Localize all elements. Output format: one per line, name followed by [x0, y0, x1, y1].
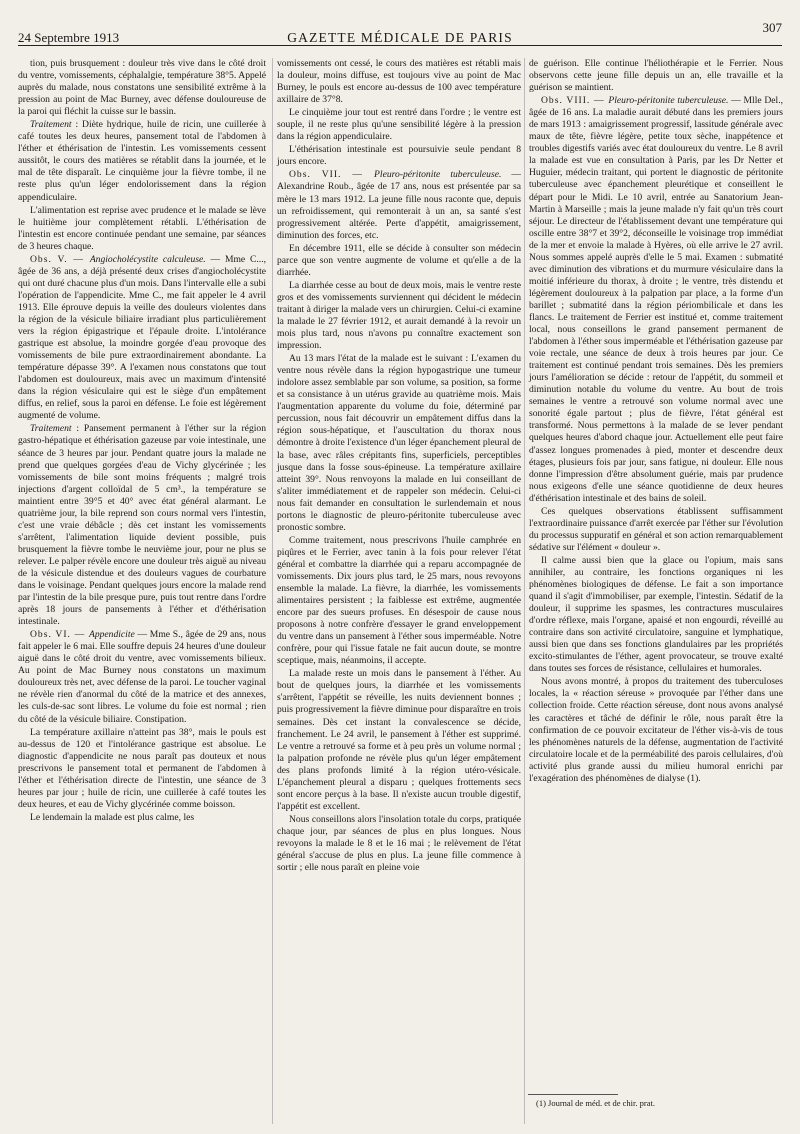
paragraph-text: : Pansement permanent à l'éther sur la région gastro-hépatique et éthérisation gazeuse par voie intestinale, une séance de 3 heures par jour. Pendant quatre jours la malade ne prend que quelques gorgées d'eau de Vichy glycérinée ; les vomissements de bile sont moins fréquents ; malgré trois injections d'argent colloïdal de 5 cm³., la température se maintient entre 39°5 et 40° avec état général alarmant. Le quatrième jour, la bile reprend son cours normal vers l'intestin, c'est une vraie débâcle ; dès cet instant les vomissements s'arrêtent, l'alimentation liquide devient possible, puis brusquement la fièvre tombe le neuvième jour, pour ne plus se relever. Le palper révèle encore une douleur très aiguë au niveau de la vésicule distendue et des douleurs vagues de courbature dans le voisinage. Pendant quelques jours encore la malade rend par l'intestin de la bile presque pure, puis tout rentre dans l'ordre après 18 jours de pansements à l'éther et d'éthérisation intestinale. — [18, 423, 266, 628]
observation-label: Obs. VII. — — [289, 169, 375, 181]
text-column-2 — [272, 58, 521, 1124]
paragraph: L'alimentation est reprise avec prudence et le malade se lève le huitième jour complètement rétabli. L'éthérisation de l'intestin est encore continuée pendant une semaine, par séances de 3 heures chaque. — [18, 204, 266, 252]
section-lead: Traitement — [30, 423, 72, 435]
journal-title: GAZETTE MÉDICALE DE PARIS — [287, 30, 513, 45]
observation-title: Appendicite — [88, 629, 135, 641]
paragraph: La température axillaire n'atteint pas 38°, mais le pouls est au-dessus de 120 et l'intolérance gastrique est absolue. Le diagnostic d'appendicite ne nous paraît pas douteux et nous prescrivons le pansement total et permanent de l'abdomen à l'éther et l'éthérisation directe de l'intestin, une séance de 3 heures par jour ; huile de ricin, une cuillerée à café toutes les deux heures, et eau de Vichy glycérinée comme boisson. — [18, 726, 266, 810]
paragraph-text: — Mme S., âgée de 29 ans, nous fait appeler le 6 mai. Elle souffre depuis 24 heures d'une douleur aiguë dans le côté droit du ventre, avec vomissements bilieux. Au point de Mac Burney nous constatons un maximum douloureux très net, avec défense de la paroi. Le toucher vaginal ne révèle rien d'anormal du côté de la matrice et des annexes, les culs-de-sac sont libres. Le volume du foie est normal ; rien du côté de la vésicule biliaire. Constipation. — [18, 629, 266, 725]
paragraph: vomissements ont cessé, le cours des matières est rétabli mais la douleur, moins diffuse, est toujours vive au point de Mac Burney, le pouls est encore au-dessus de 100 avec température axillaire de 37°8. — [277, 58, 521, 106]
paragraph-text: — Alexandrine Roub., âgée de 17 ans, nous est présentée par sa mère le 13 mars 1912. La jeune fille nous raconte que, depuis un refroidissement, qui remonterait à un an, sa santé s'est progressivement altérée. Perte d'appétit, amaigrissement, diminution des forces, etc. — [277, 169, 521, 241]
observation-title: Pleuro-péritonite tuberculeuse. — [608, 95, 729, 107]
observation-title: Angiocholécystite calculeuse. — [89, 253, 206, 265]
paragraph-text: — Mlle Del., âgée de 16 ans. La maladie aurait débuté dans les premiers jours de mars 1913 : amaigrissement progressif, lassitude générale avec maux de tête, fièvre légère, petite toux sèche, inappétence et troubles digestifs variés avec état douloureux du ventre. Le 8 avril la malade est vue en consultation à Paris, par les Dr Netter et Huguier, médecin traitant, qui portent le diagnostic de péritonite tuberculeuse avec épanchement pleurétique et conseillent le départ pour le Midi. Le 10 avril, entrée au Sanatorium Jean-Martin à Marseille ; mais la jeune malade n'y fait qu'un très court séjour. Le directeur de l'établissement devant une température qui oscille entre 38°7 et 39°2, déconseille le voisinage trop immédiat de la mer et envoie la malade à Hyères, où elle arrive le 27 avril. Nous sommes appelé auprès d'elle le 5 mai. Examen : submatité avec diminution des vibrations et du murmure vésiculaire dans la moitié inférieure du thorax, à droite ; le ventre, très distendu et légèrement douloureux à la palpation par place, a la forme d'un barillet ; submatité dans la région périombilicale et dans les flancs. Le traitement de Ferrier est institué et, comme traitement local, nous conseillons le grand pansement permanent de l'abdomen à l'éther sous imperméable et l'éthérisation gazeuse par voie rectale, une séance de deux à trois heures par jour. Ce traitement est continué pendant trois semaines. Dès les premiers jours l'amélioration se décide : retour de l'appétit, du sommeil et diminution notable du volume du ventre. Au bout de trois semaines le ventre a retrouvé son volume normal avec une sonorité égale partout ; plus de fièvre, l'état général est transformé. Nous permettons à la malade de se lever pendant quelques heures d'abord chaque jour. Actuellement elle peut faire d'assez longues promenades à pied, monter et descendre deux étages, plusieurs fois par jour, sans fatigue, ni douleur. Elle nous donne l'impression d'être absolument guérie, mais par prudence nous exigeons d'elle une séance quotidienne de deux heures d'éthérisation intestinale et des bains de soleil. — [529, 95, 783, 504]
section-lead: Traitement — [30, 119, 72, 131]
text-column-1 — [18, 58, 266, 1124]
header-date: 24 Septembre 1913 — [18, 30, 120, 45]
paragraph: En décembre 1911, elle se décide à consulter son médecin parce que son ventre augmente de volume et qu'elle a de la diarrhée. — [277, 242, 521, 278]
paragraph: Le cinquième jour tout est rentré dans l'ordre ; le ventre est souple, il ne reste plus qu'une sensibilité légère à la pression dans la région appendiculaire. — [277, 107, 521, 143]
observation-label: Obs. V. — — [30, 253, 90, 265]
text-column-3 — [524, 58, 783, 1124]
paragraph — [277, 169, 521, 241]
paragraph — [18, 119, 266, 203]
paragraph: Au 13 mars l'état de la malade est le suivant : L'examen du ventre nous révèle dans la région hypogastrique une tumeur indolore assez semblable par son volume, sa position, sa forme et sa consistance à un utérus gravide au quatrième mois. Mais l'augmentation apparente du volume du foie, déterminé par percussion, nous fait découvrir un empâtement diffus dans la région sous-hépatique, et l'auscultation du thorax nous démontre à droite l'existence d'un léger épanchement pleural de la base, avec râles crépitants fins, superficiels, perceptibles jusque dans la fosse sous-épineuse. La température axillaire atteint 39°. Nous renvoyons la malade en lui conseillant de s'aliter immédiatement et de rappeler son médecin. Celui-ci nous fait demander en consultation le surlendemain et nous portons le diagnostic de pleuro-péritonite tuberculeuse avec pronostic sombre. — [277, 353, 521, 533]
footnote: (1) Journal de méd. et de chir. prat. — [536, 1098, 655, 1108]
paragraph — [18, 629, 266, 725]
observation-label: Obs. VI. — — [30, 629, 89, 641]
paragraph: La diarrhée cesse au bout de deux mois, mais le ventre reste gros et des vomissements surviennent qui décident le médecin traitant à diriger la malade vers un chirurgien. Celui-ci examine la malade le 27 février 1912, et aurait demandé à la revoir un mois plus tard, nous n'avons pu connaître exactement son impression. — [277, 279, 521, 352]
paragraph: tion, puis brusquement : douleur très vive dans le côté droit du ventre, vomissements, céphalalgie, température 38°5. Appelé auprès du malade, nous constatons une sensibilité extrême à la pression au point de Mac Burney, avec défense douloureuse de la paroi qui fléchit la cuisse sur le bassin. — [18, 58, 266, 118]
observation-label: Obs. VIII. — — [541, 95, 609, 107]
paragraph: de guérison. Elle continue l'héliothérapie et le Ferrier. Nous observons cette jeune fille depuis un an, elle travaille et la guérison se maintient. — [529, 58, 783, 94]
paragraph: Comme traitement, nous prescrivons l'huile camphrée en piqûres et le Ferrier, avec tanin à la fois pour relever l'état général et combattre la diarrhée qui a reparu accompagnée de vomissements. Dix jours plus tard, le 25 mars, nous revoyons ensemble la malade. La fièvre, la diarrhée, les vomissements alimentaires persistent ; la faiblesse est extrême, augmentée encore par des sueurs profuses. En désespoir de cause nous proposons à notre confrère d'essayer le grand enveloppement du ventre dans un pansement à l'éther sous imperméable. Notre confrère, pour qui l'issue fatale ne fait aucun doute, se montre sceptique, mais, néanmoins, il accepte. — [277, 534, 521, 667]
paragraph: Ces quelques observations établissent suffisamment l'extraordinaire puissance d'arrêt exercée par l'éther sur l'évolution du processus suppuratif en général et son action remarquablement sédative sur l'élément « douleur ». — [529, 505, 783, 553]
observation-title: Pleuro-péritonite tuberculeuse. — [374, 169, 502, 181]
paragraph: Le lendemain la malade est plus calme, les — [30, 811, 195, 823]
paragraph-text: : Diète hydrique, huile de ricin, une cuillerée à café toutes les deux heures, pansement total de l'abdomen à l'éther et éthérisation de l'intestin. Les vomissements cessent aussitôt, le cours des matières se rétablit dans la journée, et le mal de tête disparaît. Le cinquième jour la fièvre tombe, il ne reste plus qu'un léger endolorissement dans la région appendiculaire. — [18, 119, 266, 203]
footnote-rule — [528, 1094, 618, 1095]
header-rule — [18, 45, 782, 46]
paragraph-text: — Mme C..., âgée de 36 ans, a déjà présenté deux crises d'angiocholécystite qui ont duré chacune plus d'un mois. Dans l'intervalle elle a subi l'opération de l'appendicite. Mme C., me fait appeler le 4 avril 1913. Elle éprouve depuis la veille des douleurs violentes dans la région de la vésicule biliaire irradiant plus particulièrement vers la région épigastrique et l'épaule droite. L'intolérance gastrique est absolue, la moindre gorgée d'eau provoque des vomissements de bile pure extraordinairement abondante. La température dépasse 39°. A l'examen nous constatons que tout l'abdomen est douloureux, mais avec un maximum d'intensité dans la région vésiculaire qui est le siège d'un empâtement diffus, en relief, sous la paroi en défense. Le foie est légèrement augmenté de volume. — [18, 253, 266, 422]
paragraph: Nous conseillons alors l'insolation totale du corps, pratiquée chaque jour, par séances de plus en plus longues. Nous revoyons la malade le 8 et le 16 mai ; le relèvement de l'état général s'accuse de plus en plus. La jeune fille commence à sortir ; elle nous paraît en pleine voie — [277, 813, 521, 874]
paragraph — [18, 254, 266, 423]
paragraph: La malade reste un mois dans le pansement à l'éther. Au bout de quelques jours, la diarrhée et les vomissements s'arrêtent, l'appétit se réveille, les nuits deviennent bonnes ; puis progressivement la fièvre diminue pour disparaître en trois semaines. Dès cet instant la convalescence se décide, franchement. Le 24 avril, le pansement à l'éther est supprimé. Le ventre a retrouvé sa forme et à peu près un volume normal ; la palpation profonde ne révèle plus qu'un léger empâtement des plans profonds limité à la région utéro-vésicale. L'épanchement pleural a disparu ; quelques frottements secs sont encore perçus à la base. Il n'existe aucun trouble digestif, l'appétit est excellent. — [277, 668, 521, 812]
paragraph — [18, 423, 266, 628]
paragraph: Nous avons montré, à propos du traitement des tuberculoses locales, la « réaction séreuse » provoquée par l'éther dans une collection froide. Cette réaction séreuse, dont nous avons analysé les caractères et tâché de définir le rôle, nous paraît être la confirmation de ce pouvoir excitateur de l'éther vis-à-vis de tous les phénomènes naturels de la défense, augmentation de l'activité circulatoire locale et de la perméabilité des parois cellulaires, d'où activité plus grande aussi du milieu humoral enrichi par l'exagération des phénomènes de dialyse (1). — [529, 676, 783, 784]
paragraph: L'éthérisation intestinale est poursuivie seule pendant 8 jours encore. — [277, 144, 521, 168]
page-number: 307 — [762, 20, 782, 35]
paragraph — [529, 95, 783, 505]
paragraph: Il calme aussi bien que la glace ou l'opium, mais sans annihiler, au contraire, les fonctions organiques ni les phénomènes biologiques de défense. Le fait a son importance quand il s'agit d'immobiliser, par exemple, l'intestin. Sédatif de la douleur, il supprime les spasmes, les contractures musculaires d'ordre réflexe, mais l'organe, apaisé et non engourdi, réveillé au contraire dans son activité circulatoire, sanguine et lymphatique, aussi bien que dans ses fonctions glandulaires par les propriétés excito-stimulantes de l'éther, agent provocateur, se trouve exalté dans toutes ses forces de résistance, cellulaires et humorales. — [529, 554, 783, 675]
